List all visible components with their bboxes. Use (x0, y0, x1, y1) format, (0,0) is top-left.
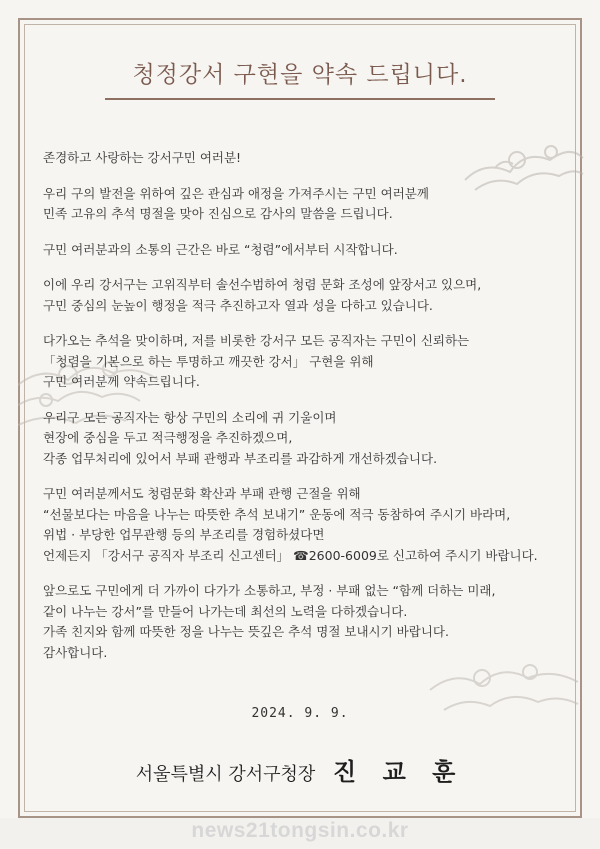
signature-block (0, 752, 600, 787)
paragraph-line: 같이 나누는 강서”를 만들어 나가는데 최선의 노력을 다하겠습니다. (43, 603, 408, 619)
paragraph-line: 각종 업무처리에 있어서 부패 관행과 부조리를 과감하게 개선하겠습니다. (43, 450, 438, 466)
paragraph-line: 이에 우리 강서구는 고위직부터 솔선수범하여 청렴 문화 조성에 앞장서고 있으며, (43, 277, 482, 292)
paragraph-line: 다가오는 추석을 맞이하며, 저를 비롯한 강서구 모든 공직자는 구민이 신뢰하는 (43, 333, 470, 348)
paragraph-line: 현장에 중심을 두고 적극행정을 추진하겠으며, (43, 430, 293, 445)
paragraph-line: 앞으로도 구민에게 더 가까이 다가가 소통하고, 부정 · 부패 없는 “함께 더하는 미래, (43, 583, 496, 598)
letter-date: 2024. 9. 9. (251, 706, 349, 721)
paragraph-line: 우리구 모든 공직자는 항상 구민의 소리에 귀 기울이며 (43, 409, 337, 425)
letter-paragraph (43, 408, 568, 470)
signature-office: 서울특별시 강서구청장 (135, 764, 316, 785)
paragraph-line: 우리 구의 발전을 위하여 깊은 관심과 애정을 가져주시는 구민 여러분께 (43, 185, 429, 201)
paragraph-line: 존경하고 사랑하는 강서구민 여러분! (43, 150, 242, 165)
letter-paragraph (43, 581, 568, 663)
title-block (105, 56, 495, 100)
letter-paragraph (43, 331, 568, 393)
paragraph-line: 「청렴을 기본으로 하는 투명하고 깨끗한 강서」 구현을 위해 (43, 353, 374, 369)
signature-name: 진 교 훈 (333, 758, 465, 786)
letter-body (43, 148, 568, 678)
paragraph-line: 언제든지 「강서구 공직자 부조리 신고센터」 ☎2600-6009로 신고하여 주시기 바랍니다. (43, 547, 538, 563)
letter-paragraph (43, 484, 568, 566)
letter-paragraph (43, 184, 568, 225)
watermark: news21tongsin.co.kr (191, 819, 409, 842)
page-title: 청정강서 구현을 약속 드립니다. (132, 62, 468, 88)
paragraph-line: 구민 여러분께 약속드립니다. (43, 374, 200, 389)
paragraph-line: 가족 친지와 함께 따뜻한 정을 나누는 뜻깊은 추석 명절 보내시기 바랍니다. (43, 624, 449, 639)
paragraph-line: 구민 여러분께서도 청렴문화 확산과 부패 관행 근절을 위해 (43, 486, 361, 501)
paragraph-line: 위법 · 부당한 업무관행 등의 부조리를 경험하셨다면 (43, 527, 325, 542)
paragraph-line: “선물보다는 마음을 나누는 따뜻한 추석 보내기” 운동에 적극 동참하여 주시기 바라며, (43, 506, 511, 522)
letter-paragraph (43, 240, 568, 261)
letter-paragraph (43, 148, 568, 169)
letter-paragraph (43, 275, 568, 316)
paragraph-line: 구민 중심의 눈높이 행정을 적극 추진하고자 열과 성을 다하고 있습니다. (43, 297, 433, 313)
paragraph-line: 감사합니다. (43, 644, 108, 660)
paragraph-line: 구민 여러분과의 소통의 근간은 바로 “청렴”에서부터 시작합니다. (43, 241, 398, 257)
title-underline (105, 98, 495, 100)
paragraph-line: 민족 고유의 추석 명절을 맞아 진심으로 감사의 말씀을 드립니다. (43, 206, 393, 221)
